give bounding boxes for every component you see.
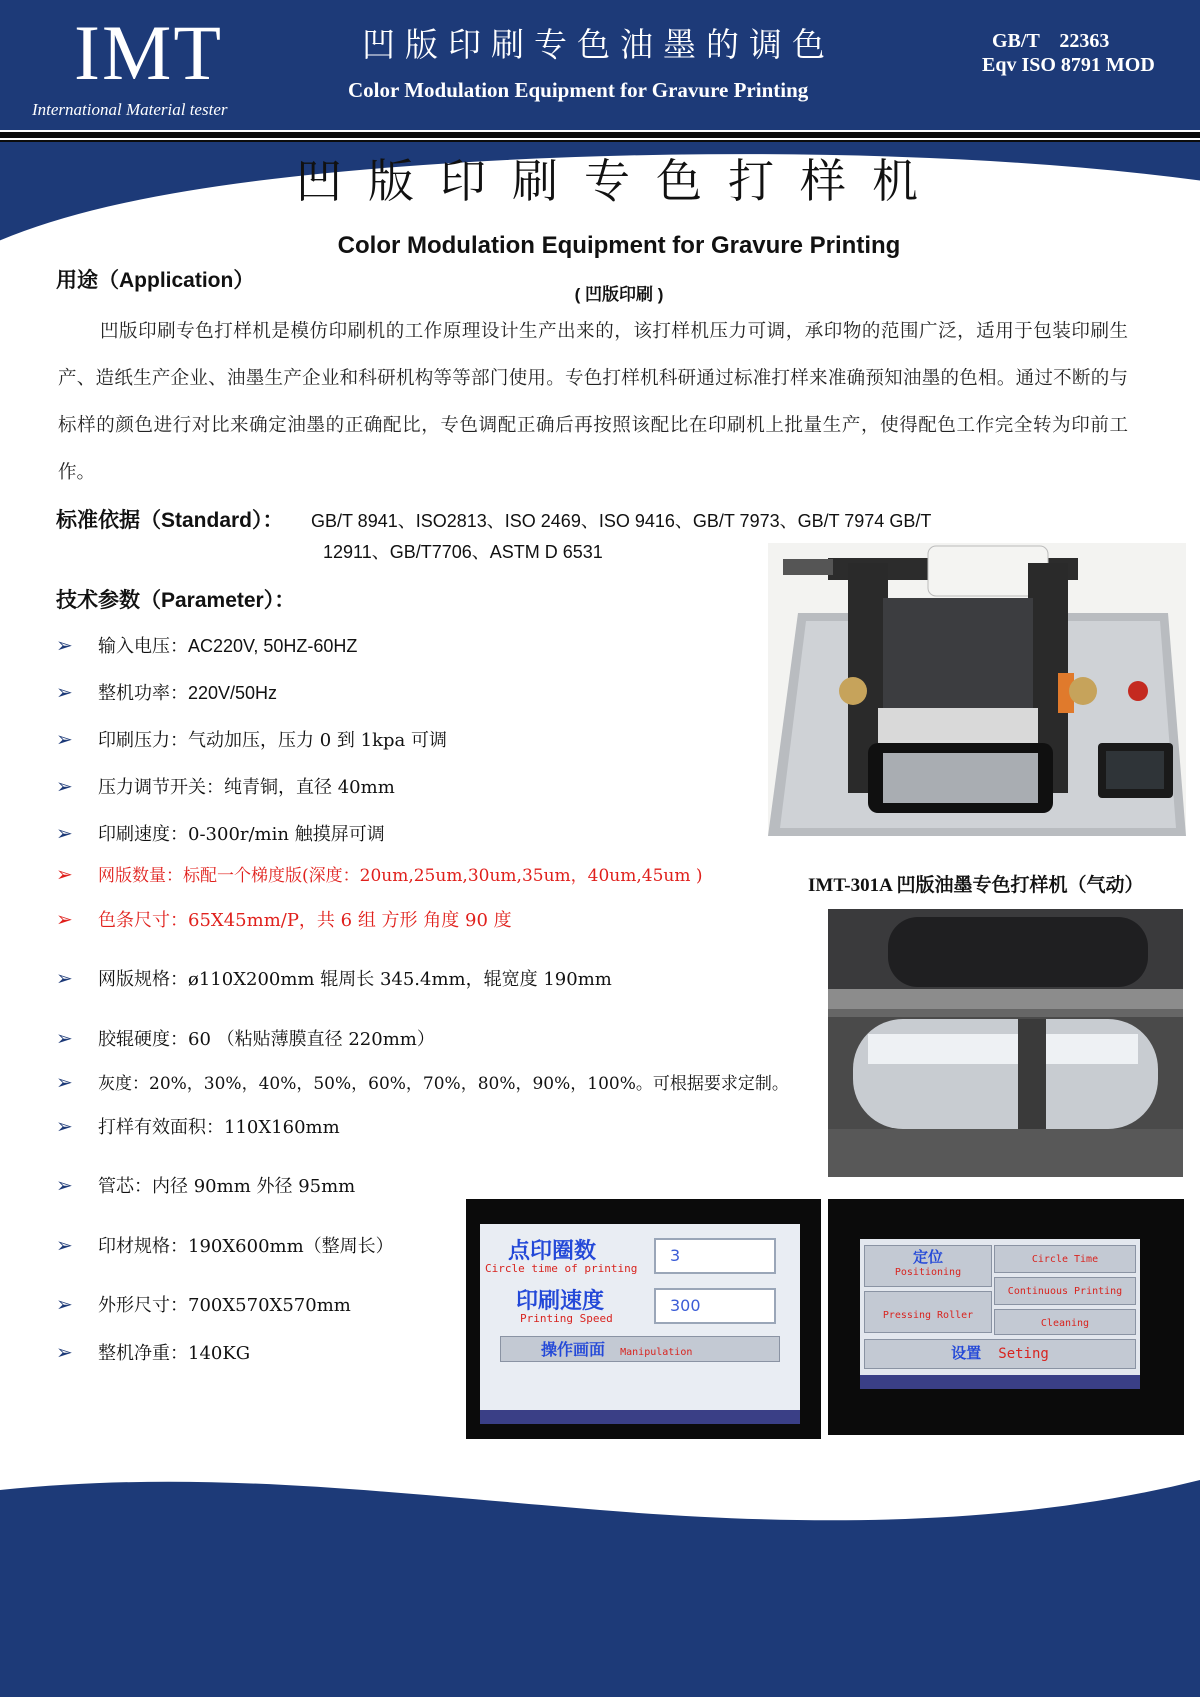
parameter-item: ➢ 打样有效面积：110X160mm xyxy=(56,1114,340,1138)
touchscreen-photo-menu xyxy=(828,1199,1184,1435)
pressing-roller-button[interactable]: Pressing Roller xyxy=(864,1291,992,1333)
parameter-heading: 技术参数（Parameter）： xyxy=(56,589,296,612)
status-bar xyxy=(480,1410,800,1424)
logo: IMT xyxy=(74,9,223,96)
parameter-item: ➢ 压力调节开关：纯青铜，直径 40mm xyxy=(56,774,395,798)
parameter-item: ➢ 灰度：20%，30%，40%，50%，60%，70%，80%，90%，100%。可根据要求定制。 xyxy=(56,1070,789,1094)
status-bar xyxy=(860,1375,1140,1389)
arrow-icon: ➢ xyxy=(56,821,73,845)
parameter-item-highlight: ➢ 网版数量：标配一个梯度版(深度：20um,25um,30um,35um，40um,45um ) xyxy=(56,862,703,886)
arrow-icon: ➢ xyxy=(56,1340,73,1364)
arrow-icon: ➢ xyxy=(56,633,73,657)
page-subtitle-note: ( 凹版印刷 ) xyxy=(574,285,664,304)
touchscreen-photo-speed xyxy=(466,1199,821,1439)
arrow-icon: ➢ xyxy=(56,680,73,704)
arrow-icon: ➢ xyxy=(56,862,73,886)
circle-time-label-en: Circle time of printing xyxy=(485,1262,638,1275)
circle-time-label: 点印圈数 xyxy=(508,1239,597,1264)
standard-list: 12911、GB/T7706、ASTM D 6531 xyxy=(323,542,603,562)
page-title: 凹版印刷专色打样机 xyxy=(296,154,944,208)
parameter-item: ➢ 印刷速度：0-300r/min 触摸屏可调 xyxy=(56,821,385,845)
arrow-icon: ➢ xyxy=(56,1233,73,1257)
printing-speed-field[interactable]: 300 xyxy=(654,1288,776,1324)
arrow-icon: ➢ xyxy=(56,1026,73,1050)
manipulation-button[interactable]: 操作画面 Manipulation xyxy=(500,1336,780,1362)
standard-heading: 标准依据（Standard）： xyxy=(56,509,284,532)
standard-code: Eqv ISO 8791 MOD xyxy=(982,54,1155,76)
settings-button[interactable]: 设置 Seting xyxy=(864,1339,1136,1369)
roller-photo xyxy=(828,909,1183,1177)
standard-list: GB/T 8941、ISO2813、ISO 2469、ISO 9416、GB/T 7973、GB/T 7974 GB/T xyxy=(311,511,932,531)
photo-caption: IMT-301A 凹版油墨专色打样机（气动） xyxy=(808,875,1144,896)
parameter-item-highlight: ➢ 色条尺寸：65X45mm/P，共 6 组 方形 角度 90 度 xyxy=(56,907,512,931)
parameter-item: ➢ 整机净重：140KG xyxy=(56,1340,251,1364)
arrow-icon: ➢ xyxy=(56,1292,73,1316)
header-title-cn: 凹版印刷专色油墨的调色 xyxy=(362,25,835,64)
parameter-item: ➢ 整机功率：220V/50Hz xyxy=(56,680,278,704)
header-title-en: Color Modulation Equipment for Gravure Printing xyxy=(348,78,809,102)
arrow-icon: ➢ xyxy=(56,774,73,798)
arrow-icon: ➢ xyxy=(56,727,73,751)
continuous-printing-button[interactable]: Continuous Printing xyxy=(994,1277,1136,1305)
circle-time-field[interactable]: 3 xyxy=(654,1238,776,1274)
parameter-item: ➢ 胶辊硬度：60 （粘贴薄膜直径 220mm） xyxy=(56,1026,435,1050)
application-heading: 用途（Application） xyxy=(56,269,255,292)
parameter-item: ➢ 网版规格：ø110X200mm 辊周长 345.4mm，辊宽度 190mm xyxy=(56,966,612,990)
arrow-icon: ➢ xyxy=(56,907,73,931)
parameter-item: ➢ 输入电压：AC220V, 50HZ-60HZ xyxy=(56,633,358,657)
cleaning-button[interactable]: Cleaning xyxy=(994,1309,1136,1335)
parameter-item: ➢ 印材规格：190X600mm（整周长） xyxy=(56,1233,394,1257)
arrow-icon: ➢ xyxy=(56,1173,73,1197)
positioning-button[interactable]: 定位 Positioning xyxy=(864,1245,992,1287)
parameter-item: ➢ 印刷压力：气动加压，压力 0 到 1kpa 可调 xyxy=(56,727,447,751)
arrow-icon: ➢ xyxy=(56,1114,73,1138)
page-subtitle: Color Modulation Equipment for Gravure Printing xyxy=(337,232,901,259)
arrow-icon: ➢ xyxy=(56,966,73,990)
printing-speed-label: 印刷速度 xyxy=(516,1289,605,1314)
bottom-wave-decoration xyxy=(0,1470,1200,1697)
arrow-icon: ➢ xyxy=(56,1070,73,1094)
logo-subtitle: International Material tester xyxy=(32,100,228,119)
header-divider xyxy=(0,132,1200,138)
application-body: 凹版印刷专色打样机是模仿印刷机的工作原理设计生产出来的，该打样机压力可调，承印物的范围广泛，适用于包装印刷生产、造纸生产企业、油墨生产企业和科研机构等等部门使用。专色打样机科研通过标准打样来准确预知油墨的色相。通过不断的与标样的颜色进行对比来确定油墨的正确配比，专色调配正确后再按照该配比在印刷机上批量生产，使得配色工作完全转为印前工作。 xyxy=(58,321,1128,483)
printing-speed-label-en: Printing Speed xyxy=(520,1312,613,1325)
parameter-item: ➢ 管芯：内径 90mm 外径 95mm xyxy=(56,1173,356,1197)
parameter-item: ➢ 外形尺寸：700X570X570mm xyxy=(56,1292,351,1316)
standard-code: GB/T 22363 xyxy=(992,30,1110,52)
machine-photo xyxy=(768,543,1186,836)
circle-time-button[interactable]: Circle Time xyxy=(994,1245,1136,1273)
